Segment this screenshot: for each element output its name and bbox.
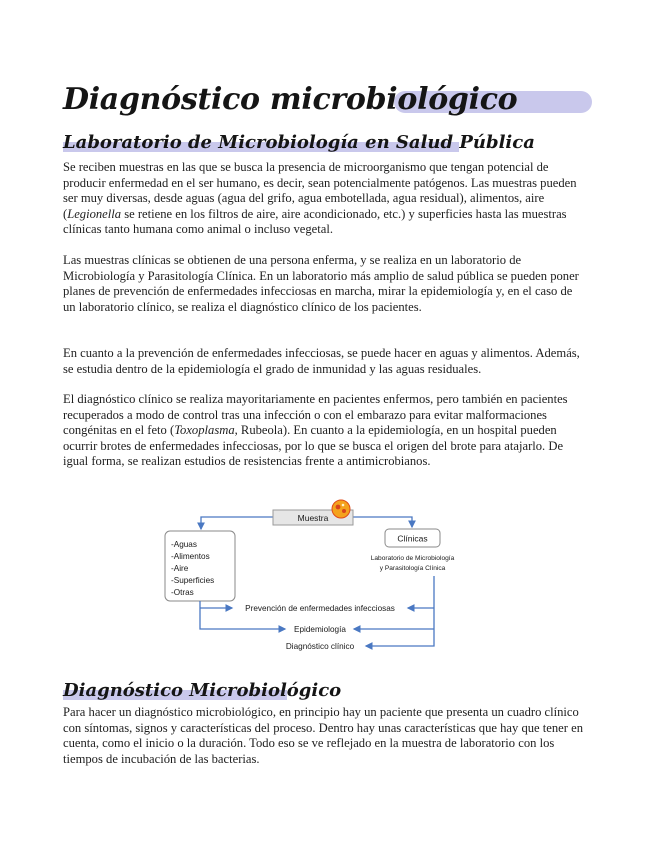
clinicas-label: Clínicas [397,533,428,544]
section-heading-diagnostico: Diagnóstico Microbiológico [63,680,342,701]
bacteria-icon [332,500,350,518]
sample-type-alimentos: -Alimentos [171,552,210,561]
paragraph-diagnostico-microbiologico: Para hacer un diagnóstico microbiológico, en principio hay un paciente que presenta un cuadro clínico con síntomas, signos y características del proceso. Dentro hay unas características que hay que tener en cuenta, como el inicio o la duración. Todo eso se ve reflejado en la muestra de laboratorio con los tiempos de incubación de las bacterias. [63,705,583,766]
page-title: Diagnóstico microbiológico [63,82,518,117]
sample-type-otras: -Otras [171,588,194,597]
section-heading-laboratorio: Laboratorio de Microbiología en Salud Pública [63,132,535,153]
paragraph-prevencion: En cuanto a la prevención de enfermedades infecciosas, se puede hacer en aguas y alimentos. Además, se estudia dentro de la epidemiología el grado de inmunidad y las aguas residuales. [63,346,580,376]
paragraph-muestras: Se reciben muestras en las que se busca la presencia de microorganismo que tengan potencial de producir enfermedad en el ser humano, es decir, sean potencialmente patógenos. Las muestras pueden ser muy diversas, desde aguas (agua del grifo, agua embotellada, agua residual), alimentos, aire (Legionella se retiene en los filtros de aire, aire acondicionado, etc.) y superficies hasta las muestras clínicas tanto humana como animal o incluso vegetal. [63,160,577,237]
sample-flow-diagram [160,496,460,656]
sample-type-aire: -Aire [171,564,189,573]
branch-line-left [201,517,273,529]
title-block [63,84,598,124]
output-prevencion: Prevención de enfermedades infecciosas [245,604,395,613]
sample-type-aguas: -Aguas [171,540,197,549]
output-diagnostico: Diagnóstico clínico [285,642,355,651]
clinicas-sub2: y Parasitología Clínica [379,565,446,572]
diagram-svg [160,496,460,656]
muestra-label: Muestra [297,513,329,523]
paragraph-diagnostico-clinico: El diagnóstico clínico se realiza mayoritariamente en pacientes enfermos, pero también en pacientes recuperados a modo de control tras una infección o con el embarazo para evitar malformaciones congénitas en el feto (Toxoplasma, Rubeola). En cuanto a la epidemiología, en un hospital pueden ocurrir brotes de enfermedades infecciosas, por lo que se busca el origen del brote para atajarlo. De igual forma, se realizan estudios de resistencias frente a antimicrobianos. [63,392,568,469]
clinicas-sub1: Laboratorio de Microbiología [370,555,455,562]
sample-type-superficies: -Superficies [171,576,215,585]
output-epidemiologia: Epidemiología [294,625,346,634]
paragraph-muestras-clinicas: Las muestras clínicas se obtienen de una persona enferma, y se realiza en un laboratorio de Microbiología y Parasitología Clínica. En un laboratorio más amplio de salud pública se pueden poner planes de prevención de enfermedades infecciosas en marcha, mirar la epidemiología y, en el caso de un laboratorio clínico, se realiza el diagnóstico clínico de los pacientes. [63,253,579,314]
branch-line-right [353,517,412,527]
